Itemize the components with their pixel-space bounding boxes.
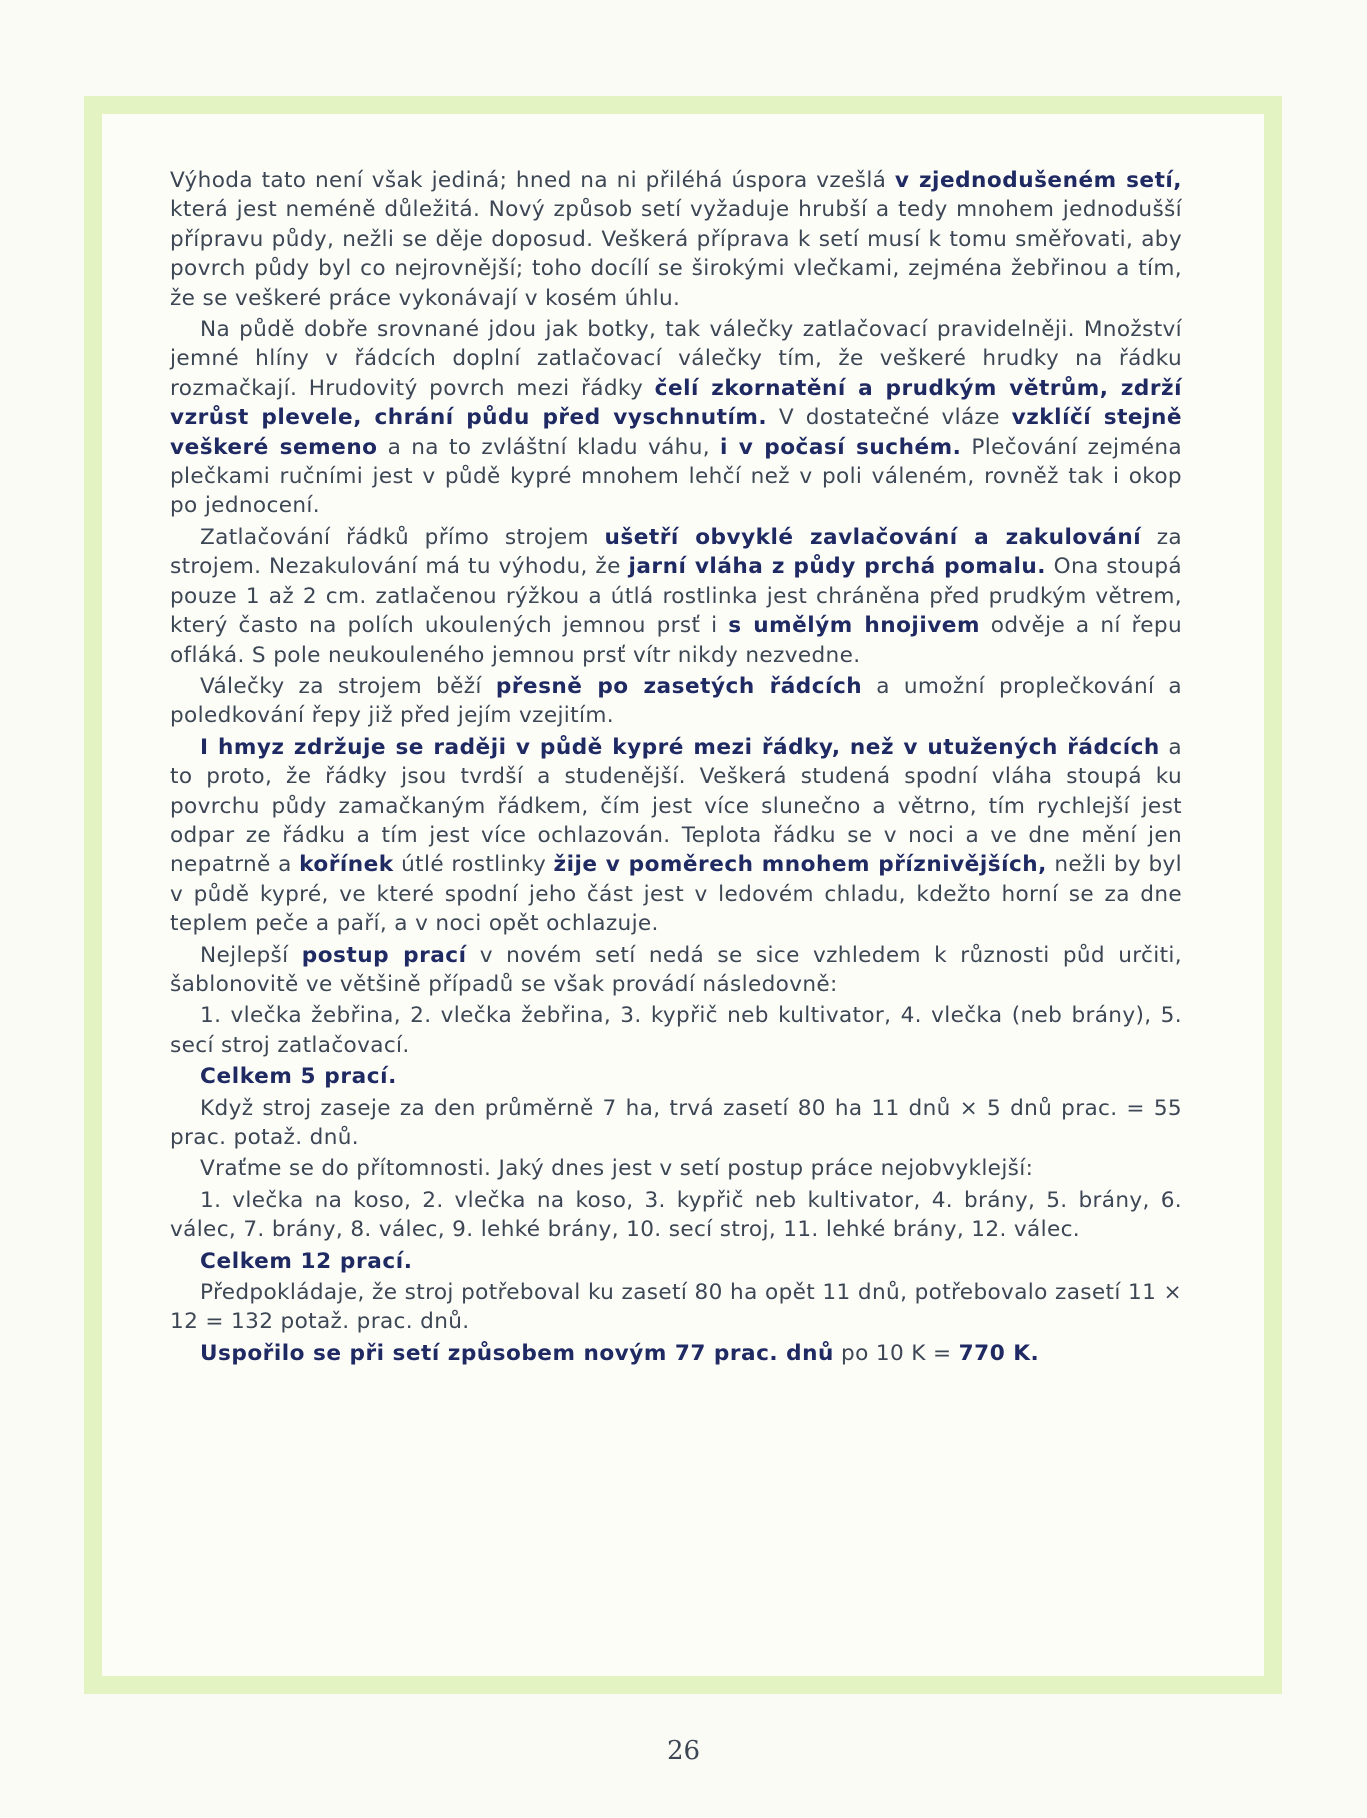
text-run: Když stroj zaseje za den průměrně 7 ha, trvá zasetí 80 ha 11 dnů × 5 dnů prac. = 55 prac. potaž. dnů. — [170, 1095, 1182, 1150]
emphasized-text: v zjednodušeném setí, — [894, 168, 1182, 193]
paragraph — [170, 166, 1182, 313]
text-run: a to proto, že řádky jsou tvrdší a studenější. Veškerá studená spodní vláha stoupá ku povrchu půdy zamačkaným řádkem, čím jest více slunečno a větrno, tím rychlejší jest odpar ze řádku a tím jest více ochlazován. Teplota řádku se v noci a ve dne mění jen nepatrně a — [170, 734, 1182, 878]
text-run: Plečování zejména plečkami ručními jest v půdě kypré mnohem lehčí než v poli váleném, rovněž tak i okop po jednocení. — [170, 434, 1182, 519]
paragraph — [170, 315, 1182, 521]
emphasized-text: 770 K. — [958, 1340, 1040, 1366]
paragraph — [170, 733, 1182, 939]
emphasized-text: kořínek — [299, 852, 394, 878]
text-run: 1. vlečka žebřina, 2. vlečka žebřina, 3. kypřič neb kultivator, 4. vlečka (neb brány), 5. secí stroj zatlačovací. — [170, 1003, 1182, 1058]
text-run: Nejlepší — [200, 942, 302, 968]
text-run: V dostatečné vláze — [767, 405, 1012, 431]
emphasized-text: vzklíčí stejně veškeré semeno — [170, 405, 1182, 460]
paragraph — [170, 672, 1182, 731]
emphasized-text: i v počasí suchém. — [720, 434, 962, 460]
text-run: v novém setí nedá se sice vzhledem k různosti půd určiti, šablonovitě ve většině případů se však provádí následovně: — [170, 942, 1182, 997]
text-run: za strojem. Nezakulování má tu výhodu, že — [170, 524, 1182, 580]
emphasized-text: čelí zkornatění a prudkým větrům, zdrží vzrůst plevele, chrání půdu před vyschnutím. — [170, 375, 1182, 431]
text-run: a na to zvláštní kladu váhu, — [377, 434, 721, 460]
text-run: Válečky za strojem běží — [200, 673, 496, 699]
paragraph — [170, 1154, 1182, 1183]
paragraph — [170, 1339, 1182, 1368]
emphasized-text: jarní vláha z půdy prchá pomalu. — [628, 554, 1046, 580]
page-text-body — [170, 166, 1182, 1370]
text-run: Výhoda tato není však jediná; hned na ni přiléhá úspora vzešlá — [170, 168, 895, 193]
text-run: útlé rostlinky — [393, 852, 554, 878]
emphasized-text: Uspořilo se při setí způsobem novým 77 prac. dnů — [200, 1340, 834, 1366]
emphasized-text: postup prací — [301, 942, 467, 968]
text-run: Na půdě dobře srovnané jdou jak botky, tak válečky zatlačovací pravidelněji. Množství jemné hlíny v řádcích doplní zatlačovací válečky tím, že veškeré hrudky na řádku rozmačkají. Hrudovitý povrch mezi řádky — [170, 317, 1182, 401]
summary-line — [170, 1247, 1182, 1276]
summary-line — [170, 1062, 1182, 1091]
text-run: Celkem 5 prací. — [200, 1064, 397, 1090]
emphasized-text: s umělým hnojivem — [728, 613, 980, 639]
emphasized-text: I hmyz zdržuje se raději v půdě kypré mezi řádky, než v utužených řádcích — [200, 734, 1160, 760]
paragraph — [170, 523, 1182, 670]
text-run: a umožní proplečkování a poledkování řepy již před jejím vzejitím. — [170, 673, 1182, 729]
text-run: Ona stoupá pouze 1 až 2 cm. zatlačenou rýžkou a útlá rostlinka jest chráněna před prudkým větrem, který často na polích ukoulených jemnou prsť i — [170, 554, 1182, 639]
paragraph — [170, 1186, 1182, 1245]
text-run: Celkem 12 prací. — [200, 1248, 413, 1274]
text-run: 1. vlečka na koso, 2. vlečka na koso, 3. kypřič neb kultivator, 4. brány, 5. brány, 6. válec, 7. brány, 8. válec, 9. lehké brány, 10. secí stroj, 11. lehké brány, 12. válec. — [170, 1187, 1182, 1243]
paragraph — [170, 1278, 1182, 1337]
page-number: 26 — [666, 1736, 701, 1766]
text-run: která jest neméně důležitá. Nový způsob setí vyžaduje hrubší a tedy mnohem jednodušší přípravu půdy, nežli se děje doposud. Veškerá příprava k setí musí k tomu směřovati, aby povrch půdy byl co nejrovnější; toho docílí se širokými vlečkami, zejména žebřinou a tím, že se veškeré práce vykonávají v kosém úhlu. — [170, 197, 1182, 311]
text-run: Předpokládaje, že stroj potřeboval ku zasetí 80 ha opět 11 dnů, potřebovalo zasetí 11 × 12 = 132 potaž. prac. dnů. — [170, 1280, 1182, 1335]
text-run: odvěje a ní řepu ofláká. S pole neukouleného jemnou prsť vítr nikdy nezvedne. — [170, 613, 1182, 668]
emphasized-text: přesně po zasetých řádcích — [495, 673, 863, 699]
paragraph — [170, 1001, 1182, 1060]
emphasized-text: žije v poměrech mnohem příznivějších, — [553, 852, 1047, 878]
text-run: Vraťme se do přítomnosti. Jaký dnes jest v setí postup práce nejobvyklejší: — [200, 1156, 1034, 1182]
paragraph — [170, 941, 1182, 1000]
text-run: po 10 K = — [833, 1340, 959, 1366]
text-run: Zatlačování řádků přímo strojem — [200, 524, 605, 550]
emphasized-text: ušetří obvyklé zavlačování a zakulování — [604, 524, 1142, 550]
paragraph — [170, 1094, 1182, 1153]
text-run: nežli by byl v půdě kypré, ve které spodní jeho část jest v ledovém chladu, kdežto horní se za dne teplem peče a paří, a v noci opět ochlazuje. — [170, 852, 1182, 937]
